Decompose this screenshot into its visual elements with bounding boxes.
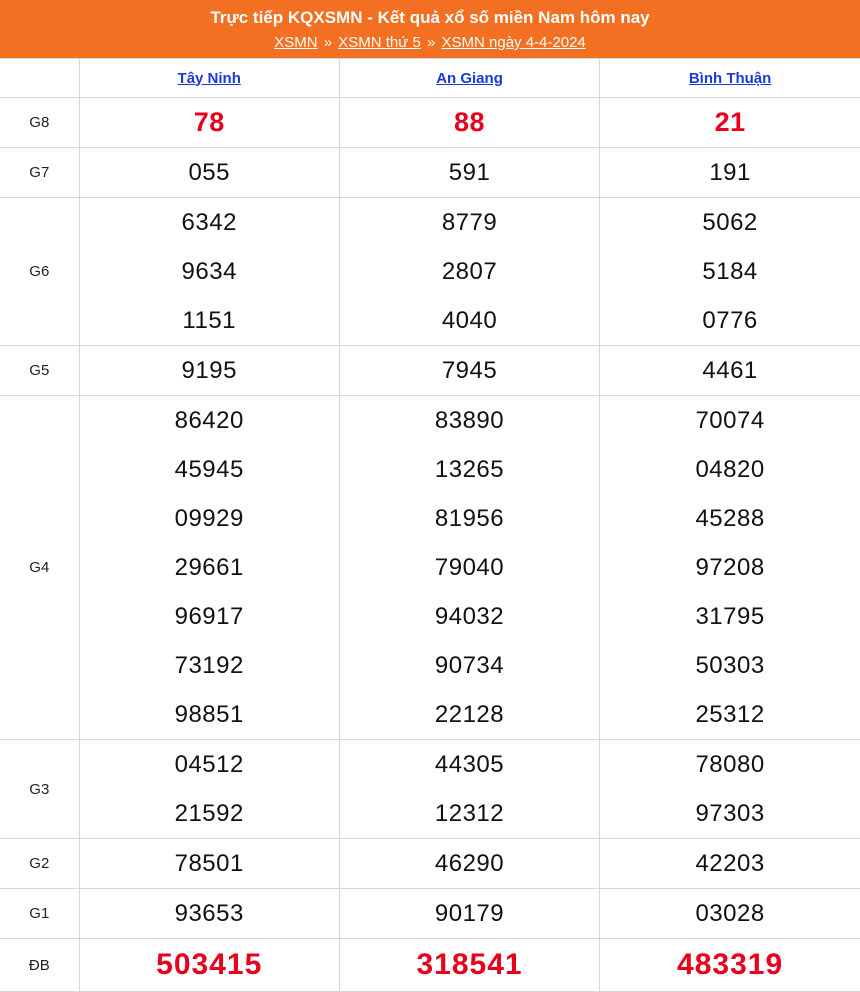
page-title: Trực tiếp KQXSMN - Kết quả xổ số miền Nam hôm nay bbox=[210, 8, 650, 27]
prize-number: 09929 bbox=[174, 505, 244, 532]
prize-label-g1: G1 bbox=[0, 889, 79, 939]
prize-number: 9195 bbox=[181, 357, 237, 384]
prize-label-g4: G4 bbox=[0, 396, 79, 740]
breadcrumb-separator-1: » bbox=[427, 34, 436, 51]
table-header-row bbox=[0, 59, 860, 98]
table-row bbox=[0, 346, 860, 396]
prize-number: 78501 bbox=[174, 850, 244, 877]
prize-cell-db-binh-thuan bbox=[600, 939, 860, 992]
prize-number: 8779 bbox=[441, 209, 498, 236]
prize-number: 21592 bbox=[174, 800, 244, 827]
prize-number: 78080 bbox=[695, 751, 765, 778]
prize-number: 29661 bbox=[174, 554, 244, 581]
prize-number: 03028 bbox=[695, 900, 765, 927]
prize-number: 98851 bbox=[174, 701, 244, 728]
breadcrumb-item-1[interactable]: XSMN thứ 5 bbox=[338, 34, 421, 51]
prize-number: 5184 bbox=[702, 258, 758, 285]
prize-number: 6342 bbox=[181, 209, 237, 236]
prize-number: 97208 bbox=[695, 554, 765, 581]
prize-number: 96917 bbox=[174, 603, 244, 630]
province-link-2[interactable]: Bình Thuận bbox=[688, 69, 772, 87]
prize-cell-g1-tay-ninh bbox=[79, 889, 339, 939]
breadcrumb bbox=[0, 32, 860, 54]
prize-number: 5062 bbox=[702, 209, 758, 236]
prize-cell-g1-binh-thuan bbox=[600, 889, 860, 939]
lottery-results-table bbox=[0, 58, 860, 992]
province-header-0[interactable] bbox=[79, 59, 339, 98]
prize-cell-g1-an-giang bbox=[339, 889, 599, 939]
prize-cell-g7-an-giang bbox=[339, 148, 599, 198]
table-row bbox=[0, 148, 860, 198]
table-row bbox=[0, 740, 860, 839]
prize-label-g3: G3 bbox=[0, 740, 79, 839]
prize-cell-g3-binh-thuan bbox=[600, 740, 860, 839]
prize-number: 31795 bbox=[695, 603, 765, 630]
prize-number: 25312 bbox=[695, 701, 765, 728]
prize-number: 97303 bbox=[695, 800, 765, 827]
prize-label-db: ĐB bbox=[0, 939, 79, 992]
table-row bbox=[0, 889, 860, 939]
breadcrumb-separator-0: » bbox=[323, 34, 333, 51]
prize-number: 93653 bbox=[174, 900, 244, 927]
prize-number: 9634 bbox=[181, 258, 237, 285]
prize-cell-g5-tay-ninh bbox=[79, 346, 339, 396]
breadcrumb-item-2[interactable]: XSMN ngày 4-4-2024 bbox=[441, 34, 586, 51]
prize-cell-g8-binh-thuan bbox=[600, 98, 860, 148]
prize-cell-g3-an-giang bbox=[339, 740, 599, 839]
prize-cell-g6-binh-thuan bbox=[600, 198, 860, 346]
prize-label-g5: G5 bbox=[0, 346, 79, 396]
table-row bbox=[0, 939, 860, 992]
page-header bbox=[0, 0, 860, 58]
prize-cell-g5-an-giang bbox=[339, 346, 599, 396]
prize-number: 191 bbox=[709, 159, 751, 186]
prize-number: 45945 bbox=[174, 456, 244, 483]
prize-cell-db-an-giang bbox=[339, 939, 599, 992]
prize-label-g8: G8 bbox=[0, 98, 79, 148]
table-header bbox=[0, 59, 860, 98]
prize-number: 50303 bbox=[695, 652, 765, 679]
prize-number: 2807 bbox=[441, 258, 498, 285]
prize-number: 90734 bbox=[434, 652, 505, 679]
table-row bbox=[0, 98, 860, 148]
table-corner-cell bbox=[0, 59, 79, 98]
prize-cell-g4-binh-thuan bbox=[600, 396, 860, 740]
table-row bbox=[0, 198, 860, 346]
prize-number: 45288 bbox=[695, 505, 765, 532]
prize-cell-g4-an-giang bbox=[339, 396, 599, 740]
prize-cell-g8-tay-ninh bbox=[79, 98, 339, 148]
prize-number: 70074 bbox=[695, 407, 765, 434]
table-body bbox=[0, 98, 860, 992]
prize-number: 4040 bbox=[441, 307, 498, 334]
prize-number: 04820 bbox=[695, 456, 765, 483]
prize-cell-g2-an-giang bbox=[339, 839, 599, 889]
table-row bbox=[0, 839, 860, 889]
prize-label-g6: G6 bbox=[0, 198, 79, 346]
prize-number: 318541 bbox=[416, 948, 523, 981]
province-link-0[interactable]: Tây Ninh bbox=[177, 69, 241, 87]
prize-number: 78 bbox=[193, 107, 225, 137]
prize-cell-g2-tay-ninh bbox=[79, 839, 339, 889]
province-link-1[interactable]: An Giang bbox=[436, 69, 503, 87]
prize-cell-g3-tay-ninh bbox=[79, 740, 339, 839]
prize-number: 81956 bbox=[434, 505, 505, 532]
prize-number: 1151 bbox=[182, 307, 237, 334]
prize-cell-g8-an-giang bbox=[339, 98, 599, 148]
prize-number: 86420 bbox=[174, 407, 244, 434]
prize-number: 12312 bbox=[434, 800, 505, 827]
prize-number: 88 bbox=[454, 107, 486, 137]
breadcrumb-item-0[interactable]: XSMN bbox=[274, 34, 318, 51]
prize-cell-db-tay-ninh bbox=[79, 939, 339, 992]
prize-number: 42203 bbox=[695, 850, 765, 877]
prize-number: 7945 bbox=[441, 357, 498, 384]
prize-number: 483319 bbox=[677, 948, 784, 981]
prize-number: 0776 bbox=[702, 307, 758, 334]
prize-cell-g6-tay-ninh bbox=[79, 198, 339, 346]
prize-cell-g4-tay-ninh bbox=[79, 396, 339, 740]
prize-cell-g2-binh-thuan bbox=[600, 839, 860, 889]
prize-number: 83890 bbox=[434, 407, 505, 434]
prize-number: 4461 bbox=[702, 357, 758, 384]
prize-number: 44305 bbox=[434, 751, 505, 778]
prize-number: 503415 bbox=[156, 948, 263, 981]
prize-number: 13265 bbox=[434, 456, 505, 483]
prize-number: 73192 bbox=[174, 652, 244, 679]
prize-number: 90179 bbox=[434, 900, 505, 927]
prize-number: 21 bbox=[714, 107, 746, 137]
prize-cell-g6-an-giang bbox=[339, 198, 599, 346]
prize-number: 22128 bbox=[434, 701, 505, 728]
prize-number: 04512 bbox=[174, 751, 244, 778]
prize-number: 94032 bbox=[434, 603, 505, 630]
province-header-2[interactable] bbox=[600, 59, 860, 98]
prize-number: 055 bbox=[188, 159, 230, 186]
province-header-1[interactable] bbox=[339, 59, 599, 98]
prize-number: 46290 bbox=[434, 850, 505, 877]
prize-cell-g5-binh-thuan bbox=[600, 346, 860, 396]
table-row bbox=[0, 396, 860, 740]
prize-label-g2: G2 bbox=[0, 839, 79, 889]
prize-number: 79040 bbox=[434, 554, 505, 581]
prize-cell-g7-tay-ninh bbox=[79, 148, 339, 198]
prize-cell-g7-binh-thuan bbox=[600, 148, 860, 198]
prize-number: 591 bbox=[448, 159, 491, 186]
prize-label-g7: G7 bbox=[0, 148, 79, 198]
